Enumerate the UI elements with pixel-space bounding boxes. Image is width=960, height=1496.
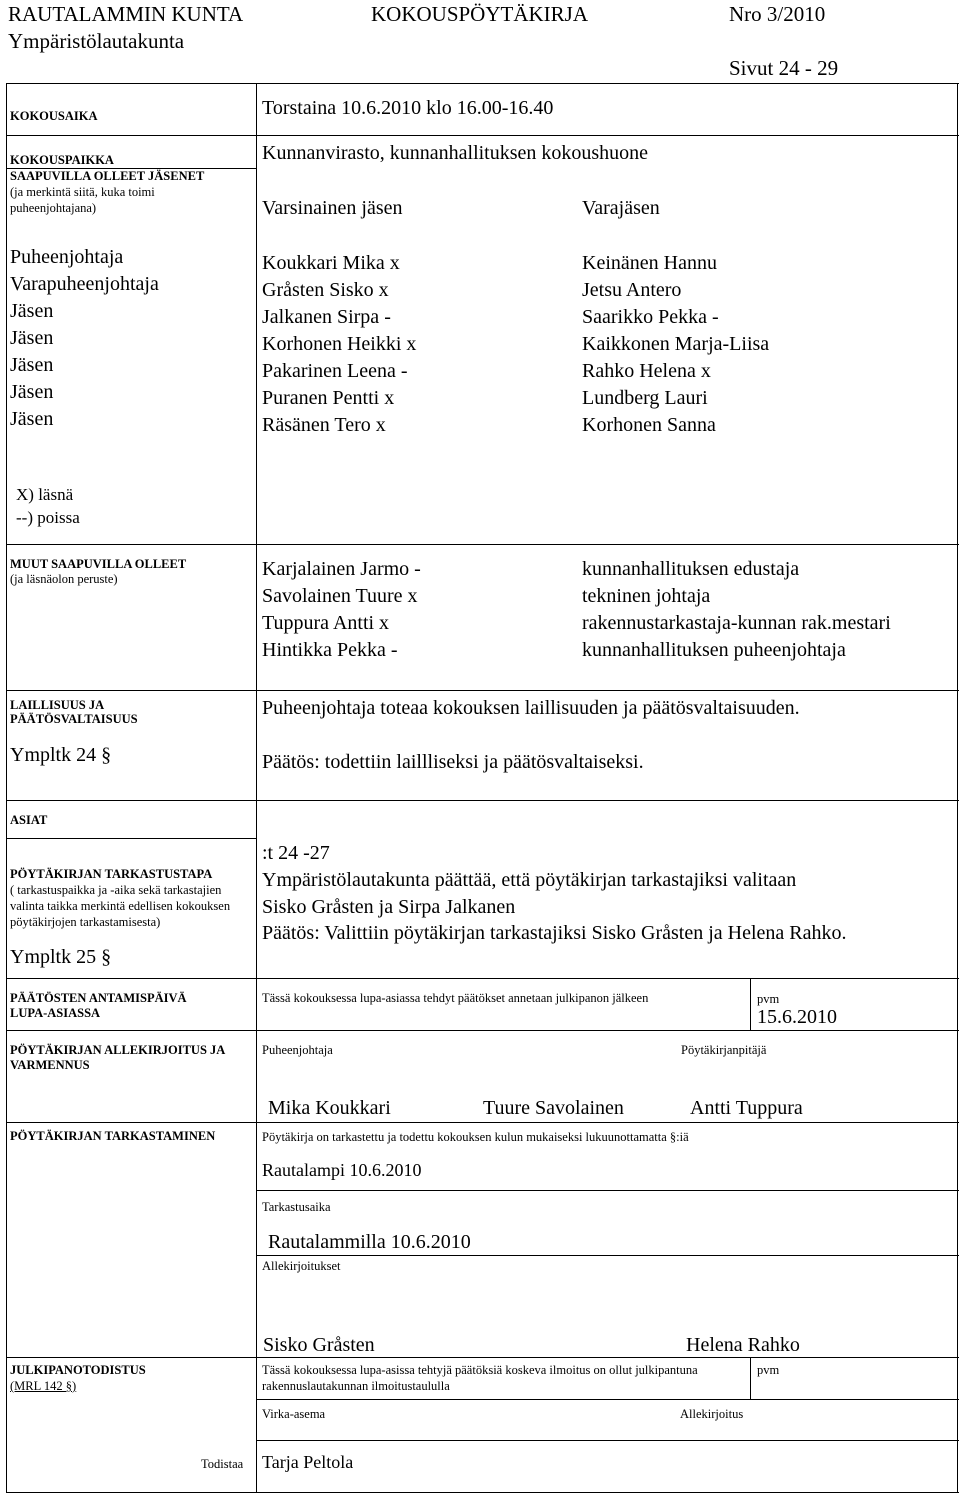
deputies-list <box>582 250 769 439</box>
divider-line <box>6 838 256 839</box>
inspection-line-2: Sisko Gråsten ja Sirpa Jalkanen <box>262 896 516 918</box>
legality-statement: Puheenjohtaja toteaa kokouksen laillisuuden ja päätösvaltaisuuden. <box>262 697 800 719</box>
role-vice-chair: Varapuheenjohtaja <box>10 273 159 295</box>
members-list <box>262 250 416 439</box>
certifier-name: Tarja Peltola <box>262 1452 354 1472</box>
deputy-name: Lundberg Lauri <box>582 387 708 409</box>
divider-line <box>6 135 959 136</box>
board-name: Ympäristölautakunta <box>8 29 185 53</box>
notice-label: JULKIPANOTODISTUS <box>10 1363 146 1377</box>
divider-line <box>6 1122 959 1123</box>
present-members-label: SAAPUVILLA OLLEET JÄSENET <box>10 169 205 183</box>
other-attendee-role: tekninen johtaja <box>582 585 711 607</box>
secretary-label: Pöytäkirjanpitäjä <box>681 1043 767 1057</box>
frame-left-line <box>6 83 7 1492</box>
review-sign-label: Allekirjoitukset <box>262 1259 341 1273</box>
others-note: (ja läsnäolon peruste) <box>10 572 118 586</box>
present-members-note: (ja merkintä siitä, kuka toimi puheenjohtajana) <box>10 185 155 215</box>
divider-line <box>256 1255 959 1256</box>
others-label: MUUT SAAPUVILLA OLLEET <box>10 557 187 571</box>
legend-present: X) läsnä <box>16 485 74 504</box>
frame-top-line <box>6 83 959 84</box>
deputy-name: Keinänen Hannu <box>582 252 717 274</box>
page-range: Sivut 24 - 29 <box>729 56 839 80</box>
deputy-name: Kaikkonen Marja-Liisa <box>582 333 770 355</box>
divider-line <box>256 1440 959 1441</box>
municipality-name: RAUTALAMMIN KUNTA <box>8 2 244 26</box>
deputy-column-header: Varajäsen <box>582 197 660 219</box>
signature-chair: Mika Koukkari <box>268 1097 391 1119</box>
items-sections: :t 24 -27 <box>262 842 330 864</box>
deputy-name: Rahko Helena x <box>582 360 711 382</box>
inspection-line-1: Ympäristölautakunta päättää, että pöytäkirjan tarkastajiksi valitaan <box>262 869 797 891</box>
legality-decision: Päätös: todettiin laillliseksi ja päätösvaltaiseksi. <box>262 751 644 773</box>
meeting-place-label: KOKOUSPAIKKA <box>10 153 114 167</box>
other-attendee-role: rakennustarkastaja-kunnan rak.mestari <box>582 612 891 634</box>
member-name: Pakarinen Leena - <box>262 360 408 382</box>
certify-label: Todistaa <box>201 1457 244 1471</box>
pvm-divider <box>750 1357 751 1399</box>
inspection-note: ( tarkastuspaikka ja -aika sekä tarkastajien valinta taikka merkintä edellisen kokouksen pöytäkirjojen tarkastamisesta) <box>10 883 231 929</box>
frame-bottom-line <box>6 1492 959 1493</box>
other-attendee-role: kunnanhallituksen puheenjohtaja <box>582 639 846 661</box>
meeting-time-label: KOKOUSAIKA <box>10 109 98 123</box>
review-place-date-2: Rautalammilla 10.6.2010 <box>268 1231 471 1253</box>
other-attendee: Hintikka Pekka - <box>262 639 398 661</box>
signing-label-2: VARMENNUS <box>10 1058 90 1072</box>
legality-label-1: LAILLISUUS JA <box>10 698 105 712</box>
legality-label-2: PÄÄTÖSVALTAISUUS <box>10 712 138 726</box>
decision-date-label-1: PÄÄTÖSTEN ANTAMISPÄIVÄ <box>10 991 187 1005</box>
legality-section: Ympltk 24 § <box>10 744 112 766</box>
frame-right-line <box>957 83 958 1492</box>
divider-line <box>6 978 959 979</box>
role-chair: Puheenjohtaja <box>10 246 124 268</box>
meeting-place-value: Kunnanvirasto, kunnanhallituksen kokoushuone <box>262 142 649 164</box>
review-label: PÖYTÄKIRJAN TARKASTAMINEN <box>10 1129 216 1143</box>
signing-label-1: PÖYTÄKIRJAN ALLEKIRJOITUS JA <box>10 1043 226 1057</box>
deputy-name: Saarikko Pekka - <box>582 306 719 328</box>
other-attendee: Savolainen Tuure x <box>262 585 418 607</box>
others-names <box>262 556 421 664</box>
role-member: Jäsen <box>10 354 54 376</box>
decision-pvm-label: pvm <box>757 992 780 1006</box>
other-attendee: Tuppura Antti x <box>262 612 390 634</box>
inspection-line-3: Päätös: Valittiin pöytäkirjan tarkastajiksi Sisko Gråsten ja Helena Rahko. <box>262 922 847 944</box>
inspection-section: Ympltk 25 § <box>10 946 112 968</box>
document-type: KOKOUSPÖYTÄKIRJA <box>371 2 589 26</box>
decision-date-value: 15.6.2010 <box>757 1006 837 1028</box>
inspection-label: PÖYTÄKIRJAN TARKASTUSTAPA <box>10 867 213 881</box>
divider-line <box>6 1030 959 1031</box>
chair-label: Puheenjohtaja <box>262 1043 333 1057</box>
signature-reviewer-2: Helena Rahko <box>686 1334 800 1356</box>
label-column-divider <box>256 83 257 1492</box>
divider-line <box>256 1399 959 1400</box>
member-name: Gråsten Sisko x <box>262 279 389 301</box>
roles-list <box>10 244 159 433</box>
other-attendee-role: kunnanhallituksen edustaja <box>582 558 800 580</box>
review-time-label: Tarkastusaika <box>262 1200 331 1214</box>
role-member: Jäsen <box>10 408 54 430</box>
member-name: Korhonen Heikki x <box>262 333 417 355</box>
member-name: Koukkari Mika x <box>262 252 400 274</box>
signature-secretary: Tuure Savolainen <box>483 1097 624 1119</box>
decision-date-label-2: LUPA-ASIASSA <box>10 1006 101 1020</box>
pvm-divider <box>750 978 751 1030</box>
divider-line <box>6 1357 959 1358</box>
divider-line <box>6 690 959 691</box>
signature-reviewer-1: Sisko Gråsten <box>263 1334 375 1356</box>
review-text: Pöytäkirja on tarkastettu ja todettu kokouksen kulun mukaiseksi lukuunottamatta §:iä <box>262 1130 689 1144</box>
legend-absent: --) poissa <box>16 508 80 527</box>
notice-text-2: rakennuslautakunnan ilmoitustaululla <box>262 1379 450 1393</box>
decision-date-text: Tässä kokouksessa lupa-asiassa tehdyt päätökset annetaan julkipanon jälkeen <box>262 991 649 1005</box>
role-member: Jäsen <box>10 300 54 322</box>
member-name: Räsänen Tero x <box>262 414 386 436</box>
divider-line <box>256 1190 959 1191</box>
notice-text-1: Tässä kokouksessa lupa-asissa tehtyjä päätöksiä koskeva ilmoitus on ollut julkipantuna <box>262 1363 698 1377</box>
member-column-header: Varsinainen jäsen <box>262 197 403 219</box>
notice-pvm-label: pvm <box>757 1363 780 1377</box>
notice-law: (MRL 142 §) <box>10 1379 77 1393</box>
document-number: Nro 3/2010 <box>729 2 826 26</box>
items-label: ASIAT <box>10 813 48 827</box>
role-member: Jäsen <box>10 327 54 349</box>
other-attendee: Karjalainen Jarmo - <box>262 558 421 580</box>
others-roles <box>582 556 891 664</box>
member-name: Jalkanen Sirpa - <box>262 306 391 328</box>
notice-office-label: Virka-asema <box>262 1407 326 1421</box>
deputy-name: Korhonen Sanna <box>582 414 716 436</box>
divider-line <box>6 800 959 801</box>
deputy-name: Jetsu Antero <box>582 279 682 301</box>
divider-line <box>6 544 959 545</box>
member-name: Puranen Pentti x <box>262 387 395 409</box>
notice-sign-label: Allekirjoitus <box>680 1407 744 1421</box>
role-member: Jäsen <box>10 381 54 403</box>
signature-third: Antti Tuppura <box>690 1097 803 1119</box>
review-place-date: Rautalampi 10.6.2010 <box>262 1160 422 1180</box>
meeting-time-value: Torstaina 10.6.2010 klo 16.00-16.40 <box>262 97 554 119</box>
